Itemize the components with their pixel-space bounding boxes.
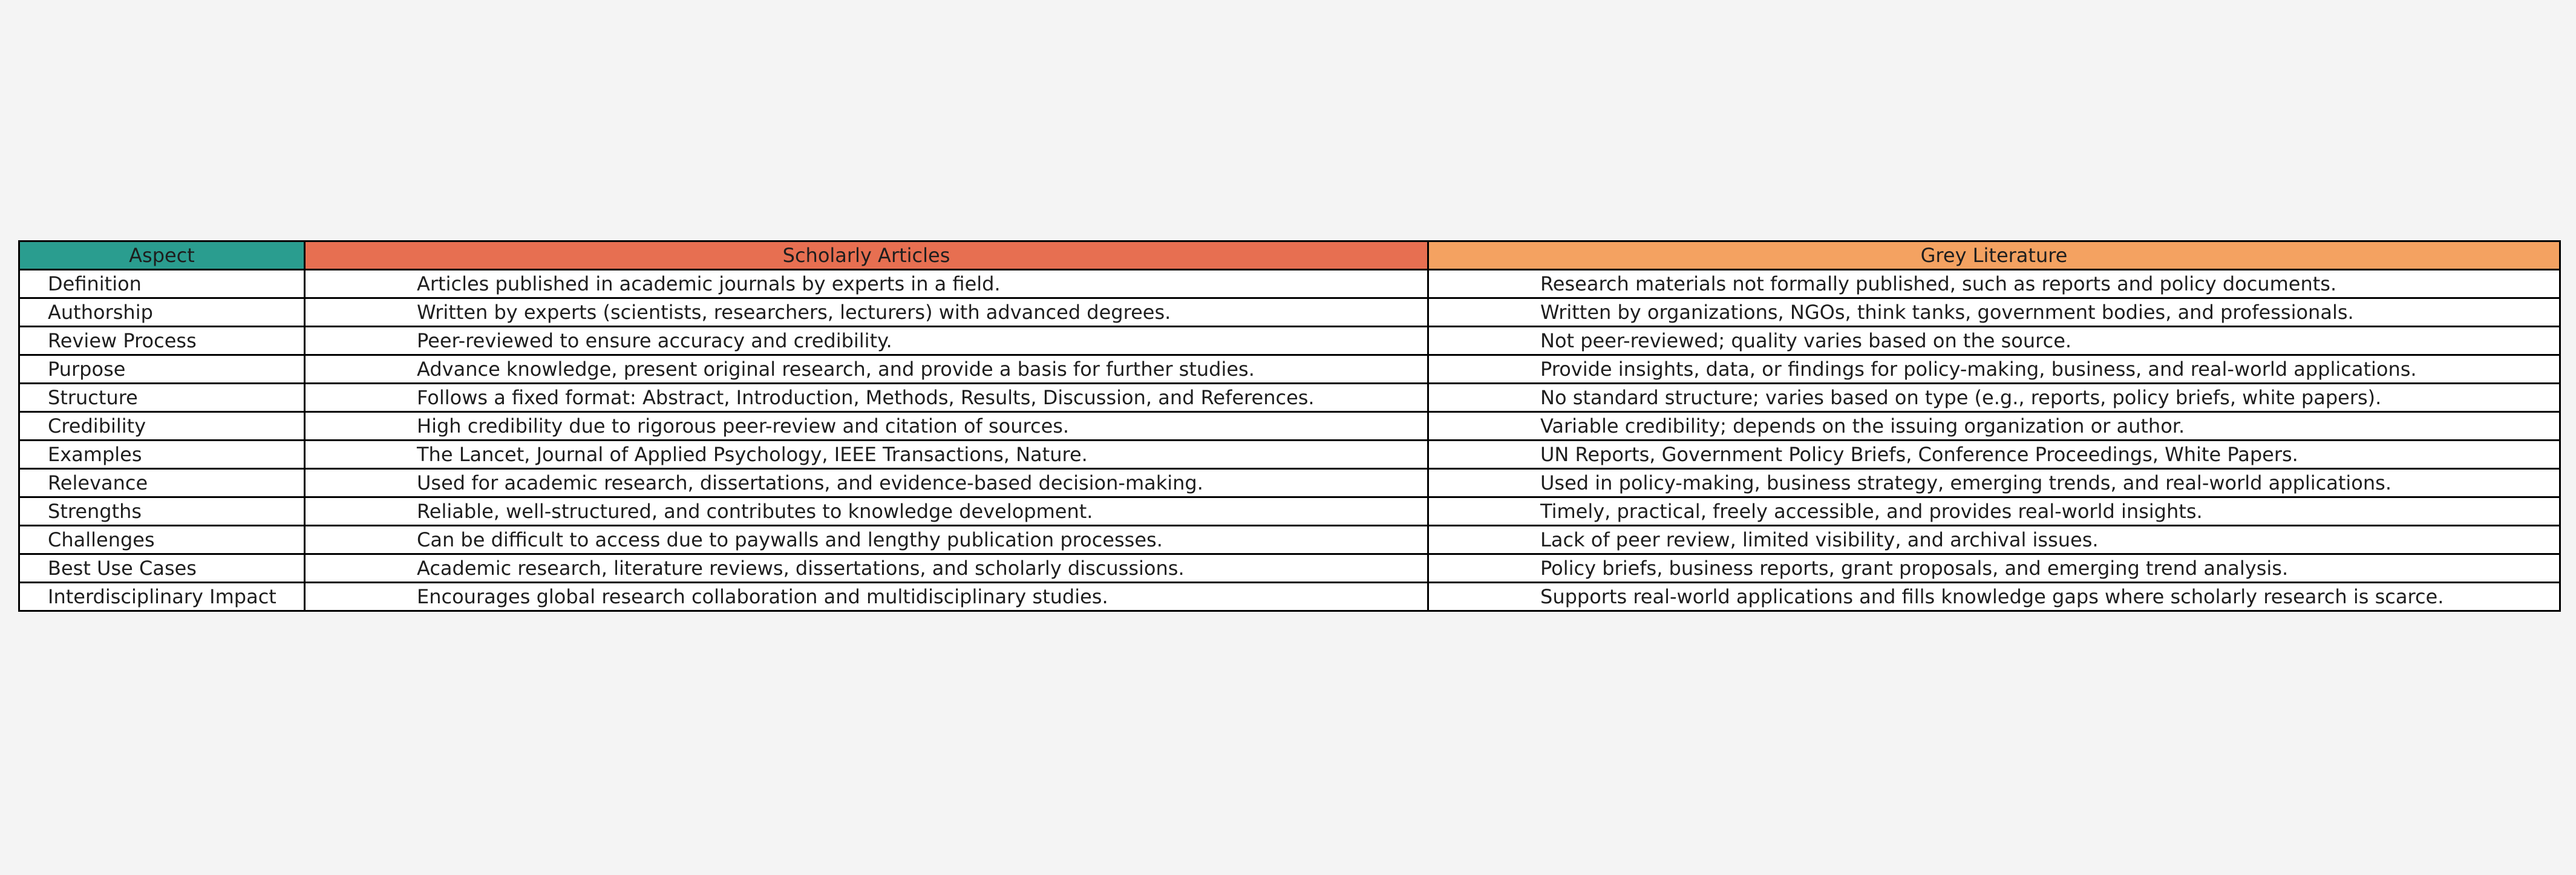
aspect-cell: Review Process — [19, 327, 305, 355]
grey-literature-cell: Supports real-world applications and fills knowledge gaps where scholarly research is scarce. — [1428, 583, 2560, 611]
comparison-table — [18, 240, 2561, 612]
header-scholarly-articles: Scholarly Articles — [305, 241, 1428, 270]
grey-literature-cell: Policy briefs, business reports, grant proposals, and emerging trend analysis. — [1428, 554, 2560, 583]
table-row — [19, 526, 2560, 554]
table-row — [19, 554, 2560, 583]
table-row — [19, 469, 2560, 497]
table-body — [19, 270, 2560, 611]
aspect-cell: Strengths — [19, 497, 305, 526]
table-row — [19, 298, 2560, 327]
table-row — [19, 497, 2560, 526]
aspect-cell: Relevance — [19, 469, 305, 497]
aspect-cell: Challenges — [19, 526, 305, 554]
header-grey-literature: Grey Literature — [1428, 241, 2560, 270]
header-aspect: Aspect — [19, 241, 305, 270]
table-row — [19, 355, 2560, 384]
grey-literature-cell: Written by organizations, NGOs, think tanks, government bodies, and professionals. — [1428, 298, 2560, 327]
scholarly-cell: Follows a fixed format: Abstract, Introduction, Methods, Results, Discussion, and References. — [305, 384, 1428, 412]
scholarly-cell: The Lancet, Journal of Applied Psychology, IEEE Transactions, Nature. — [305, 441, 1428, 469]
table-row — [19, 441, 2560, 469]
aspect-cell: Structure — [19, 384, 305, 412]
table-row — [19, 270, 2560, 298]
grey-literature-cell: Timely, practical, freely accessible, and provides real-world insights. — [1428, 497, 2560, 526]
table-row — [19, 327, 2560, 355]
scholarly-cell: Can be difficult to access due to paywalls and lengthy publication processes. — [305, 526, 1428, 554]
table-row — [19, 384, 2560, 412]
grey-literature-cell: Lack of peer review, limited visibility, and archival issues. — [1428, 526, 2560, 554]
scholarly-cell: Articles published in academic journals by experts in a field. — [305, 270, 1428, 298]
aspect-cell: Authorship — [19, 298, 305, 327]
aspect-cell: Definition — [19, 270, 305, 298]
scholarly-cell: Written by experts (scientists, researchers, lecturers) with advanced degrees. — [305, 298, 1428, 327]
table-row — [19, 583, 2560, 611]
grey-literature-cell: No standard structure; varies based on type (e.g., reports, policy briefs, white papers). — [1428, 384, 2560, 412]
scholarly-cell: Used for academic research, dissertations, and evidence-based decision-making. — [305, 469, 1428, 497]
table-header-row — [19, 241, 2560, 270]
aspect-cell: Best Use Cases — [19, 554, 305, 583]
scholarly-cell: High credibility due to rigorous peer-review and citation of sources. — [305, 412, 1428, 441]
scholarly-cell: Encourages global research collaboration and multidisciplinary studies. — [305, 583, 1428, 611]
grey-literature-cell: Research materials not formally published, such as reports and policy documents. — [1428, 270, 2560, 298]
aspect-cell: Purpose — [19, 355, 305, 384]
grey-literature-cell: Not peer-reviewed; quality varies based on the source. — [1428, 327, 2560, 355]
grey-literature-cell: Provide insights, data, or findings for policy-making, business, and real-world applications. — [1428, 355, 2560, 384]
aspect-cell: Examples — [19, 441, 305, 469]
grey-literature-cell: UN Reports, Government Policy Briefs, Conference Proceedings, White Papers. — [1428, 441, 2560, 469]
scholarly-cell: Academic research, literature reviews, dissertations, and scholarly discussions. — [305, 554, 1428, 583]
grey-literature-cell: Variable credibility; depends on the issuing organization or author. — [1428, 412, 2560, 441]
aspect-cell: Interdisciplinary Impact — [19, 583, 305, 611]
scholarly-cell: Peer-reviewed to ensure accuracy and credibility. — [305, 327, 1428, 355]
grey-literature-cell: Used in policy-making, business strategy, emerging trends, and real-world applications. — [1428, 469, 2560, 497]
scholarly-cell: Advance knowledge, present original research, and provide a basis for further studies. — [305, 355, 1428, 384]
table-row — [19, 412, 2560, 441]
scholarly-cell: Reliable, well-structured, and contributes to knowledge development. — [305, 497, 1428, 526]
aspect-cell: Credibility — [19, 412, 305, 441]
